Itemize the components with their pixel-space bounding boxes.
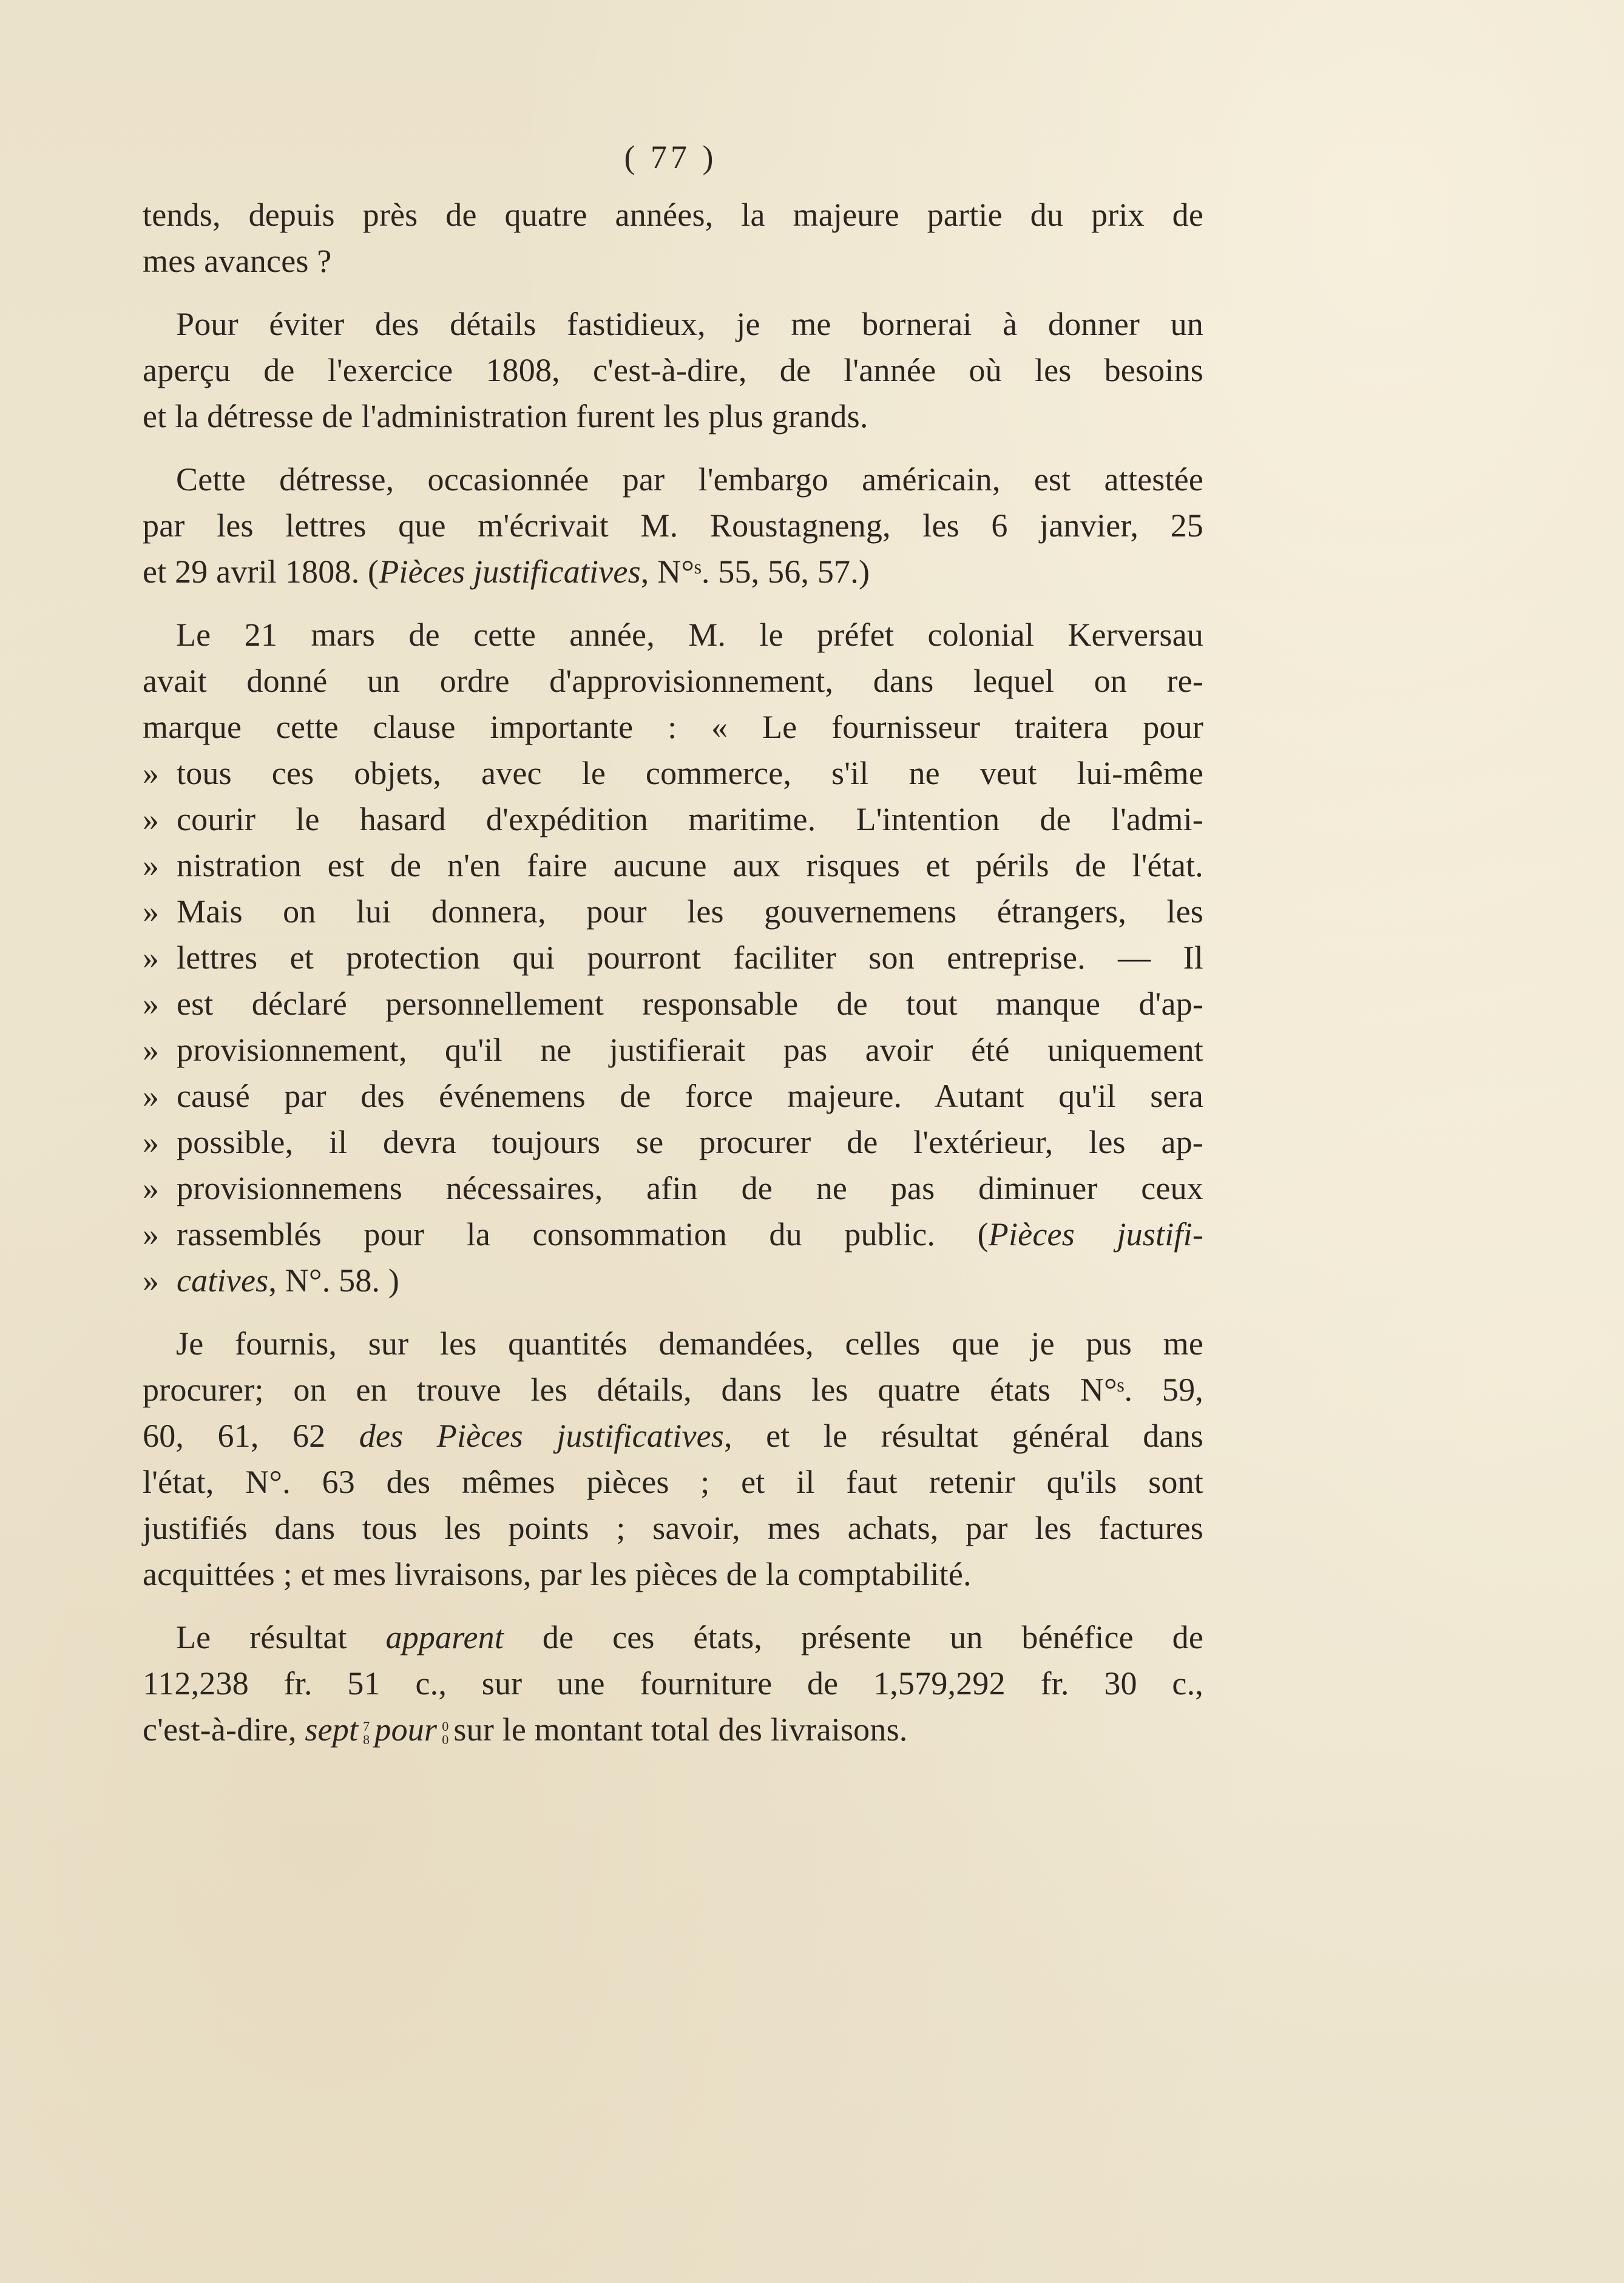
fraction-numerator: 7 — [363, 1718, 370, 1734]
text-fragment: Le résultat — [176, 1619, 386, 1656]
text-line: et la détresse de l'administration furent les plus grands. — [143, 398, 868, 435]
quoted-line — [143, 1119, 1203, 1165]
text-line: Pour éviter des détails fastidieux, je me bornerai à donner un — [176, 306, 1203, 342]
quote-mark: » — [143, 1170, 160, 1206]
text-line: justifiés dans tous les points ; savoir, mes achats, par les factures — [143, 1510, 1203, 1546]
text-fragment: et 29 avril 1808. ( — [143, 553, 379, 590]
text-line: mes avances ? — [143, 243, 332, 279]
quoted-line — [143, 1257, 1203, 1304]
text-fragment: provisionnement, qu'il ne justifierait pas avoir été uniquement — [177, 1032, 1203, 1068]
text-line — [143, 1614, 1203, 1660]
text-fragment: tous ces objets, avec le commerce, s'il ne veut lui-même — [177, 755, 1203, 791]
paragraph-1 — [143, 192, 1203, 284]
text-line: tends, depuis près de quatre années, la majeure partie du prix de — [143, 197, 1203, 233]
quote-mark: » — [143, 847, 160, 884]
quoted-line — [143, 1073, 1203, 1119]
text-line: procurer; on en trouve les détails, dans les quatre états N°ˢ. 59, — [143, 1371, 1203, 1408]
text-line: Cette détresse, occasionnée par l'embargo américain, est attestée — [176, 461, 1203, 498]
quoted-line — [143, 888, 1203, 935]
text-fragment: Mais on lui donnera, pour les gouvernemens étrangers, les — [177, 893, 1203, 930]
page-number: ( 77 ) — [624, 139, 717, 175]
text-fragment: nistration est de n'en faire aucune aux risques et périls de l'état. — [177, 847, 1203, 884]
quoted-line — [143, 750, 1203, 796]
citation-tail: , N°. 58. ) — [268, 1262, 400, 1299]
text-line: 112,238 fr. 51 c., sur une fourniture de 1,579,292 fr. 30 c., — [143, 1665, 1203, 1702]
citation-italic: des Pièces justificatives — [359, 1418, 725, 1454]
citation-italic: catives — [177, 1262, 269, 1299]
emphasis-italic: apparent — [385, 1619, 504, 1656]
emphasis-italic: pour — [374, 1711, 438, 1748]
text-fragment: courir le hasard d'expédition maritime. L'intention de l'admi- — [177, 801, 1203, 837]
fraction-denominator: 8 — [363, 1731, 370, 1747]
text-fragment: est déclaré personnellement responsable de tout manque d'ap- — [177, 986, 1203, 1022]
text-fragment: c'est-à-dire, — [143, 1711, 305, 1748]
percent-sign — [442, 1720, 448, 1747]
quote-mark: » — [143, 801, 160, 837]
text-fragment: de ces états, présente un bénéfice de — [504, 1619, 1203, 1656]
text-line: l'état, N°. 63 des mêmes pièces ; et il faut retenir qu'ils sont — [143, 1464, 1203, 1500]
fraction — [363, 1720, 370, 1747]
text-line: par les lettres que m'écrivait M. Roustagneng, les 6 janvier, 25 — [143, 507, 1203, 544]
quote-mark: » — [143, 755, 160, 791]
paragraph-6 — [143, 1614, 1203, 1753]
emphasis-italic: sept — [305, 1711, 359, 1748]
citation-italic: Pièces justifi- — [988, 1216, 1203, 1253]
quote-mark: » — [143, 1032, 160, 1068]
text-fragment: rassemblés pour la consommation du public. ( — [177, 1216, 989, 1253]
text-line: acquittées ; et mes livraisons, par les pièces de la comptabilité. — [143, 1556, 972, 1592]
paragraph-2 — [143, 301, 1203, 439]
citation-italic: Pièces justificatives — [379, 553, 641, 590]
text-line — [143, 1706, 1203, 1753]
quote-mark: » — [143, 986, 160, 1022]
quote-mark: » — [143, 939, 160, 976]
text-fragment: causé par des événemens de force majeure. Autant qu'il sera — [177, 1078, 1203, 1114]
paragraph-4 — [143, 612, 1203, 1304]
quoted-line — [143, 1165, 1203, 1211]
quoted-line — [143, 935, 1203, 981]
text-line: marque cette clause importante : « Le fournisseur traitera pour — [143, 709, 1203, 745]
quote-mark: » — [143, 893, 160, 930]
text-line: Le 21 mars de cette année, M. le préfet colonial Kerversau — [176, 617, 1203, 653]
fraction-denominator: 0 — [442, 1731, 449, 1747]
text-fragment: provisionnemens nécessaires, afin de ne pas diminuer ceux — [177, 1170, 1203, 1206]
quote-mark: » — [143, 1262, 160, 1299]
quoted-line — [143, 842, 1203, 888]
text-fragment: 60, 61, 62 — [143, 1418, 359, 1454]
text-fragment: , et le résultat général dans — [724, 1418, 1204, 1454]
quote-mark: » — [143, 1216, 160, 1253]
text-line: avait donné un ordre d'approvisionnement, dans lequel on re- — [143, 663, 1203, 699]
fraction-numerator: 0 — [442, 1718, 449, 1734]
citation-tail: , N°ˢ. 55, 56, 57.) — [640, 553, 870, 590]
text-fragment: lettres et protection qui pourront faciliter son entreprise. — Il — [177, 939, 1203, 976]
quote-mark: » — [143, 1124, 160, 1160]
text-fragment: sur le montant total des livraisons. — [453, 1711, 908, 1748]
text-line: aperçu de l'exercice 1808, c'est-à-dire, de l'année où les besoins — [143, 352, 1203, 388]
text-line — [143, 1413, 1203, 1459]
text-line: Je fournis, sur les quantités demandées, celles que je pus me — [176, 1325, 1203, 1362]
paragraph-5 — [143, 1321, 1203, 1597]
text-fragment: possible, il devra toujours se procurer de l'extérieur, les ap- — [177, 1124, 1203, 1160]
text-line — [143, 549, 1203, 595]
quote-mark: » — [143, 1078, 160, 1114]
quoted-line — [143, 1027, 1203, 1073]
quoted-line — [143, 796, 1203, 842]
body-text — [143, 192, 1203, 1753]
quoted-line — [143, 981, 1203, 1027]
quoted-line — [143, 1211, 1203, 1257]
paragraph-3 — [143, 456, 1203, 595]
